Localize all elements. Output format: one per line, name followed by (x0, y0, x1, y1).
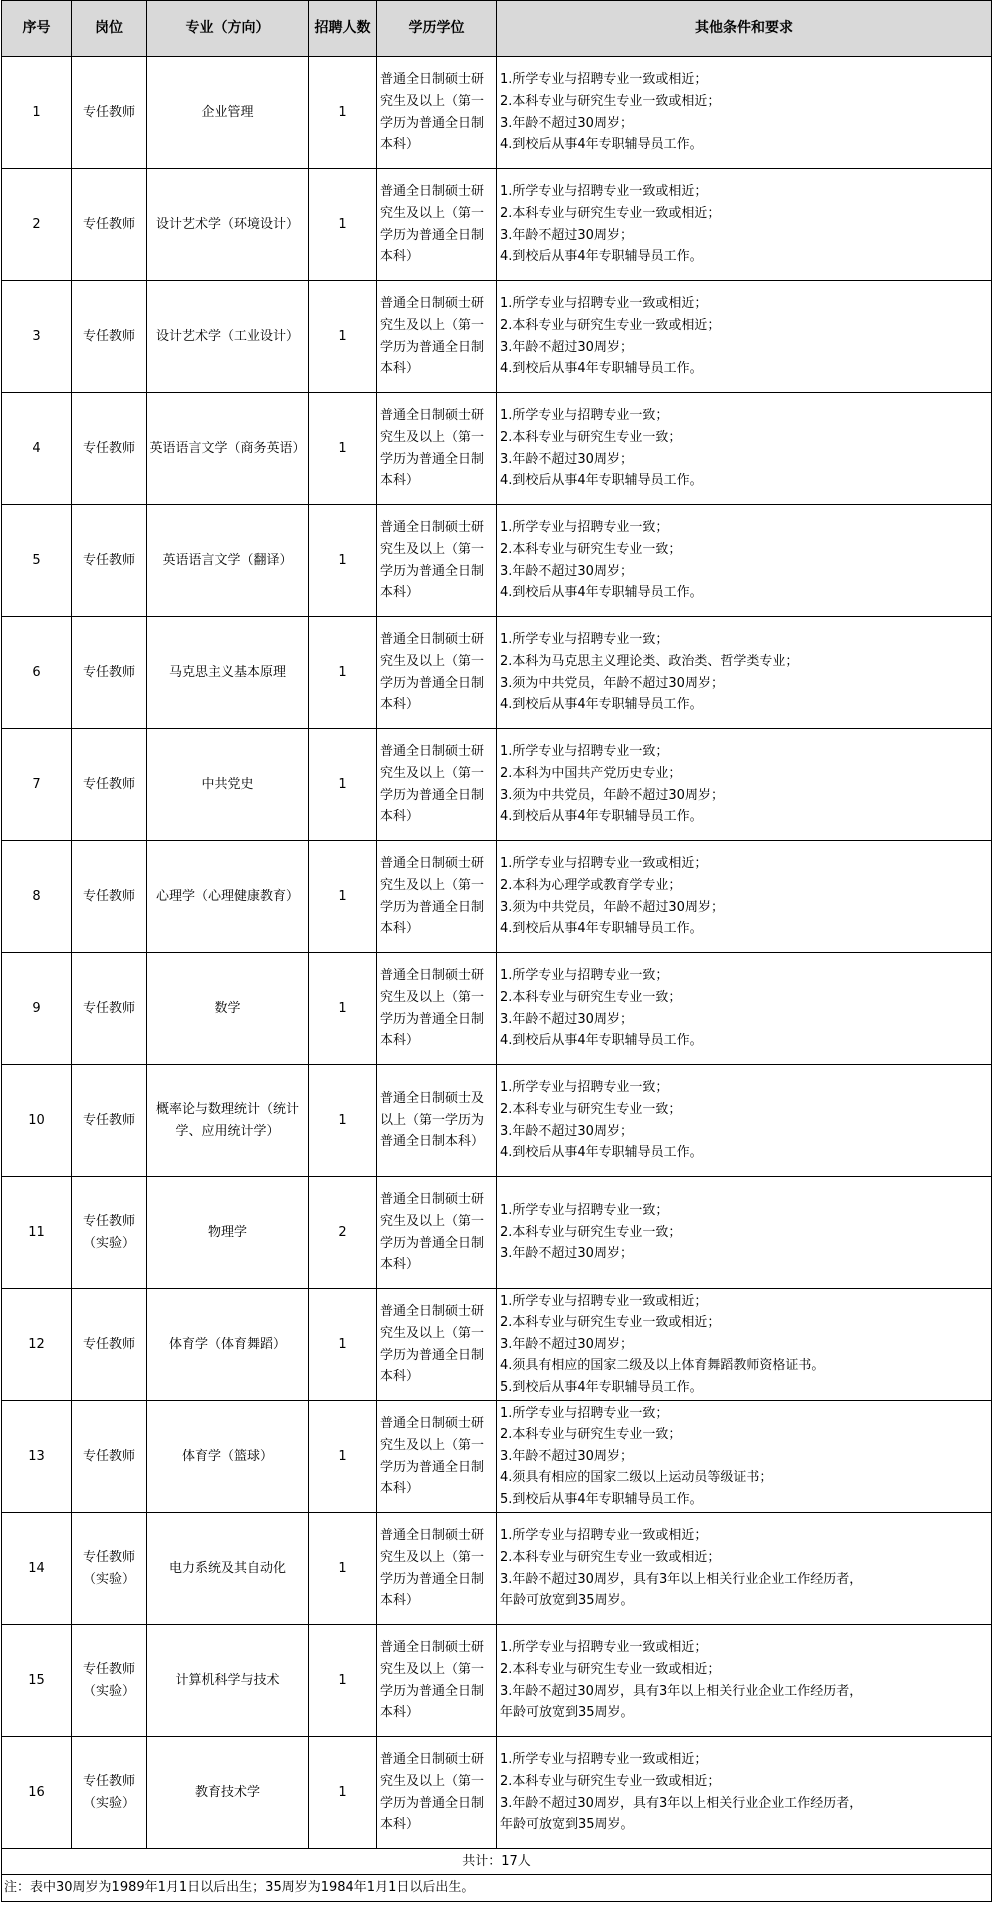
index-cell: 9 (2, 953, 72, 1065)
major-cell: 物理学 (147, 1177, 309, 1289)
count-cell: 1 (309, 57, 377, 169)
requirement-line: 2.本科专业与研究生专业一致或相近； (500, 1549, 721, 1565)
table-row (2, 281, 992, 393)
major-cell: 概率论与数理统计（统计学、应用统计学） (147, 1065, 309, 1177)
education-cell: 普通全日制硕士研究生及以上（第一学历为普通全日制本科） (377, 281, 497, 393)
requirement-line: 1.所学专业与招聘专业一致或相近； (500, 296, 708, 312)
index-cell: 8 (2, 841, 72, 953)
major-cell: 企业管理 (147, 57, 309, 169)
table-row (2, 1625, 992, 1737)
requirements-cell (497, 841, 992, 953)
requirements-cell (497, 393, 992, 505)
major-cell: 中共党史 (147, 729, 309, 841)
requirement-line: 1.所学专业与招聘专业一致； (500, 408, 669, 424)
header-count: 招聘人数 (309, 1, 377, 57)
requirement-line: 4.到校后从事4年专职辅导员工作。 (500, 809, 703, 825)
index-cell: 6 (2, 617, 72, 729)
count-cell: 1 (309, 169, 377, 281)
major-cell: 马克思主义基本原理 (147, 617, 309, 729)
requirement-line: 3.年龄不超过30周岁； (500, 1246, 633, 1262)
education-cell: 普通全日制硕士研究生及以上（第一学历为普通全日制本科） (377, 1513, 497, 1625)
requirement-line: 3.年龄不超过30周岁； (500, 227, 633, 243)
requirement-line: 2.本科专业与研究生专业一致； (500, 1427, 682, 1443)
requirement-line: 1.所学专业与招聘专业一致； (500, 1080, 669, 1096)
requirements-cell (497, 169, 992, 281)
count-cell: 1 (309, 1401, 377, 1513)
requirement-line: 4.到校后从事4年专职辅导员工作。 (500, 249, 703, 265)
requirement-line: 4.到校后从事4年专职辅导员工作。 (500, 137, 703, 153)
header-education: 学历学位 (377, 1, 497, 57)
requirement-line: 1.所学专业与招聘专业一致或相近； (500, 856, 708, 872)
recruitment-table (1, 0, 992, 1902)
education-cell: 普通全日制硕士研究生及以上（第一学历为普通全日制本科） (377, 953, 497, 1065)
requirement-line: 2.本科专业与研究生专业一致或相近； (500, 1315, 721, 1331)
requirement-line: 3.年龄不超过30周岁，具有3年以上相关行业企业工作经历者， (500, 1795, 863, 1811)
table-row (2, 1513, 992, 1625)
major-cell: 体育学（体育舞蹈） (147, 1289, 309, 1401)
requirement-line: 1.所学专业与招聘专业一致或相近； (500, 1640, 708, 1656)
education-cell: 普通全日制硕士研究生及以上（第一学历为普通全日制本科） (377, 169, 497, 281)
index-cell: 1 (2, 57, 72, 169)
count-cell: 1 (309, 1513, 377, 1625)
count-cell: 2 (309, 1177, 377, 1289)
major-cell: 设计艺术学（环境设计） (147, 169, 309, 281)
requirement-line: 3.年龄不超过30周岁； (500, 1336, 633, 1352)
requirements-cell (497, 617, 992, 729)
table-row (2, 393, 992, 505)
count-cell: 1 (309, 393, 377, 505)
requirement-line: 3.须为中共党员，年龄不超过30周岁； (500, 899, 724, 915)
requirements-cell (497, 1625, 992, 1737)
requirement-line: 4.到校后从事4年专职辅导员工作。 (500, 921, 703, 937)
education-cell: 普通全日制硕士研究生及以上（第一学历为普通全日制本科） (377, 1177, 497, 1289)
requirements-cell (497, 57, 992, 169)
requirement-line: 3.年龄不超过30周岁，具有3年以上相关行业企业工作经历者， (500, 1571, 863, 1587)
requirement-line: 2.本科专业与研究生专业一致； (500, 1224, 682, 1240)
note-row (2, 1875, 992, 1902)
table-row (2, 57, 992, 169)
post-cell: 专任教师（实验） (72, 1177, 147, 1289)
count-cell: 1 (309, 953, 377, 1065)
requirement-line: 2.本科专业与研究生专业一致； (500, 989, 682, 1005)
count-cell: 1 (309, 281, 377, 393)
requirement-line: 3.年龄不超过30周岁； (500, 451, 633, 467)
count-cell: 1 (309, 1065, 377, 1177)
index-cell: 16 (2, 1737, 72, 1849)
requirement-line: 年龄可放宽到35周岁。 (500, 1705, 634, 1721)
requirements-cell (497, 729, 992, 841)
post-cell: 专任教师 (72, 729, 147, 841)
post-cell: 专任教师 (72, 1401, 147, 1513)
index-cell: 15 (2, 1625, 72, 1737)
post-cell: 专任教师 (72, 169, 147, 281)
requirements-cell (497, 1289, 992, 1401)
index-cell: 7 (2, 729, 72, 841)
requirement-line: 2.本科专业与研究生专业一致； (500, 541, 682, 557)
requirement-line: 2.本科专业与研究生专业一致或相近； (500, 1773, 721, 1789)
education-cell: 普通全日制硕士研究生及以上（第一学历为普通全日制本科） (377, 1289, 497, 1401)
post-cell: 专任教师 (72, 57, 147, 169)
count-cell: 1 (309, 841, 377, 953)
requirement-line: 1.所学专业与招聘专业一致或相近； (500, 184, 708, 200)
requirement-line: 1.所学专业与招聘专业一致； (500, 632, 669, 648)
requirements-cell (497, 281, 992, 393)
requirement-line: 3.年龄不超过30周岁； (500, 339, 633, 355)
major-cell: 英语语言文学（商务英语） (147, 393, 309, 505)
major-cell: 心理学（心理健康教育） (147, 841, 309, 953)
requirement-line: 2.本科专业与研究生专业一致或相近； (500, 93, 721, 109)
requirement-line: 1.所学专业与招聘专业一致或相近； (500, 1752, 708, 1768)
post-cell: 专任教师（实验） (72, 1513, 147, 1625)
index-cell: 3 (2, 281, 72, 393)
table-row (2, 1177, 992, 1289)
requirement-line: 1.所学专业与招聘专业一致或相近； (500, 72, 708, 88)
post-cell: 专任教师 (72, 841, 147, 953)
major-cell: 教育技术学 (147, 1737, 309, 1849)
education-cell: 普通全日制硕士研究生及以上（第一学历为普通全日制本科） (377, 729, 497, 841)
requirement-line: 1.所学专业与招聘专业一致或相近； (500, 1528, 708, 1544)
major-cell: 体育学（篮球） (147, 1401, 309, 1513)
education-cell: 普通全日制硕士研究生及以上（第一学历为普通全日制本科） (377, 1625, 497, 1737)
requirement-line: 5.到校后从事4年专职辅导员工作。 (500, 1491, 703, 1507)
requirements-cell (497, 1737, 992, 1849)
requirement-line: 4.到校后从事4年专职辅导员工作。 (500, 1145, 703, 1161)
requirement-line: 1.所学专业与招聘专业一致； (500, 1203, 669, 1219)
table-row (2, 505, 992, 617)
requirement-line: 3.年龄不超过30周岁，具有3年以上相关行业企业工作经历者， (500, 1683, 863, 1699)
header-row (2, 1, 992, 57)
table-row (2, 1737, 992, 1849)
major-cell: 数学 (147, 953, 309, 1065)
index-cell: 10 (2, 1065, 72, 1177)
header-major: 专业（方向） (147, 1, 309, 57)
post-cell: 专任教师 (72, 1065, 147, 1177)
major-cell: 英语语言文学（翻译） (147, 505, 309, 617)
table-row (2, 169, 992, 281)
requirement-line: 2.本科专业与研究生专业一致或相近； (500, 1661, 721, 1677)
requirement-line: 1.所学专业与招聘专业一致； (500, 1405, 669, 1421)
index-cell: 5 (2, 505, 72, 617)
requirement-line: 4.须具有相应的国家二级以上运动员等级证书； (500, 1470, 773, 1486)
post-cell: 专任教师 (72, 505, 147, 617)
count-cell: 1 (309, 1737, 377, 1849)
index-cell: 2 (2, 169, 72, 281)
table-row (2, 1065, 992, 1177)
post-cell: 专任教师（实验） (72, 1625, 147, 1737)
requirement-line: 4.须具有相应的国家二级及以上体育舞蹈教师资格证书。 (500, 1358, 825, 1374)
requirement-line: 4.到校后从事4年专职辅导员工作。 (500, 585, 703, 601)
index-cell: 12 (2, 1289, 72, 1401)
education-cell: 普通全日制硕士研究生及以上（第一学历为普通全日制本科） (377, 841, 497, 953)
requirement-line: 2.本科为马克思主义理论类、政治类、哲学类专业； (500, 653, 799, 669)
table-row (2, 1401, 992, 1513)
requirement-line: 1.所学专业与招聘专业一致； (500, 520, 669, 536)
requirement-line: 3.年龄不超过30周岁； (500, 1448, 633, 1464)
major-cell: 设计艺术学（工业设计） (147, 281, 309, 393)
requirement-line: 2.本科专业与研究生专业一致或相近； (500, 205, 721, 221)
table-row (2, 729, 992, 841)
education-cell: 普通全日制硕士研究生及以上（第一学历为普通全日制本科） (377, 1737, 497, 1849)
index-cell: 13 (2, 1401, 72, 1513)
requirement-line: 3.须为中共党员，年龄不超过30周岁； (500, 787, 724, 803)
index-cell: 4 (2, 393, 72, 505)
requirement-line: 年龄可放宽到35周岁。 (500, 1593, 634, 1609)
major-cell: 计算机科学与技术 (147, 1625, 309, 1737)
requirement-line: 5.到校后从事4年专职辅导员工作。 (500, 1379, 703, 1395)
index-cell: 14 (2, 1513, 72, 1625)
count-cell: 1 (309, 1625, 377, 1737)
header-post: 岗位 (72, 1, 147, 57)
count-cell: 1 (309, 617, 377, 729)
requirements-cell (497, 1065, 992, 1177)
requirement-line: 1.所学专业与招聘专业一致或相近； (500, 1293, 708, 1309)
requirements-cell (497, 1513, 992, 1625)
table-row (2, 841, 992, 953)
requirement-line: 2.本科专业与研究生专业一致； (500, 1101, 682, 1117)
requirement-line: 3.年龄不超过30周岁； (500, 1011, 633, 1027)
note-cell: 注：表中30周岁为1989年1月1日以后出生；35周岁为1984年1月1日以后出生。 (2, 1875, 992, 1902)
total-cell: 共计：17人 (2, 1849, 992, 1875)
requirement-line: 3.年龄不超过30周岁； (500, 115, 633, 131)
education-cell: 普通全日制硕士研究生及以上（第一学历为普通全日制本科） (377, 393, 497, 505)
requirement-line: 2.本科为中国共产党历史专业； (500, 765, 682, 781)
requirement-line: 1.所学专业与招聘专业一致； (500, 744, 669, 760)
education-cell: 普通全日制硕士研究生及以上（第一学历为普通全日制本科） (377, 505, 497, 617)
requirement-line: 4.到校后从事4年专职辅导员工作。 (500, 697, 703, 713)
requirements-cell (497, 1177, 992, 1289)
post-cell: 专任教师 (72, 617, 147, 729)
requirements-cell (497, 953, 992, 1065)
requirements-cell (497, 1401, 992, 1513)
requirement-line: 1.所学专业与招聘专业一致； (500, 968, 669, 984)
requirement-line: 2.本科专业与研究生专业一致； (500, 429, 682, 445)
education-cell: 普通全日制硕士研究生及以上（第一学历为普通全日制本科） (377, 617, 497, 729)
requirement-line: 3.须为中共党员，年龄不超过30周岁； (500, 675, 724, 691)
count-cell: 1 (309, 1289, 377, 1401)
post-cell: 专任教师（实验） (72, 1737, 147, 1849)
post-cell: 专任教师 (72, 281, 147, 393)
education-cell: 普通全日制硕士及以上（第一学历为普通全日制本科） (377, 1065, 497, 1177)
post-cell: 专任教师 (72, 1289, 147, 1401)
total-row (2, 1849, 992, 1875)
requirement-line: 3.年龄不超过30周岁； (500, 1123, 633, 1139)
education-cell: 普通全日制硕士研究生及以上（第一学历为普通全日制本科） (377, 57, 497, 169)
table-row (2, 617, 992, 729)
table-row (2, 1289, 992, 1401)
requirement-line: 4.到校后从事4年专职辅导员工作。 (500, 473, 703, 489)
requirement-line: 4.到校后从事4年专职辅导员工作。 (500, 1033, 703, 1049)
requirement-line: 2.本科为心理学或教育学专业； (500, 877, 682, 893)
requirement-line: 年龄可放宽到35周岁。 (500, 1817, 634, 1833)
index-cell: 11 (2, 1177, 72, 1289)
requirement-line: 4.到校后从事4年专职辅导员工作。 (500, 361, 703, 377)
count-cell: 1 (309, 505, 377, 617)
count-cell: 1 (309, 729, 377, 841)
major-cell: 电力系统及其自动化 (147, 1513, 309, 1625)
requirements-cell (497, 505, 992, 617)
header-requirements: 其他条件和要求 (497, 1, 992, 57)
post-cell: 专任教师 (72, 393, 147, 505)
post-cell: 专任教师 (72, 953, 147, 1065)
header-index: 序号 (2, 1, 72, 57)
table-row (2, 953, 992, 1065)
requirement-line: 2.本科专业与研究生专业一致或相近； (500, 317, 721, 333)
requirement-line: 3.年龄不超过30周岁； (500, 563, 633, 579)
education-cell: 普通全日制硕士研究生及以上（第一学历为普通全日制本科） (377, 1401, 497, 1513)
